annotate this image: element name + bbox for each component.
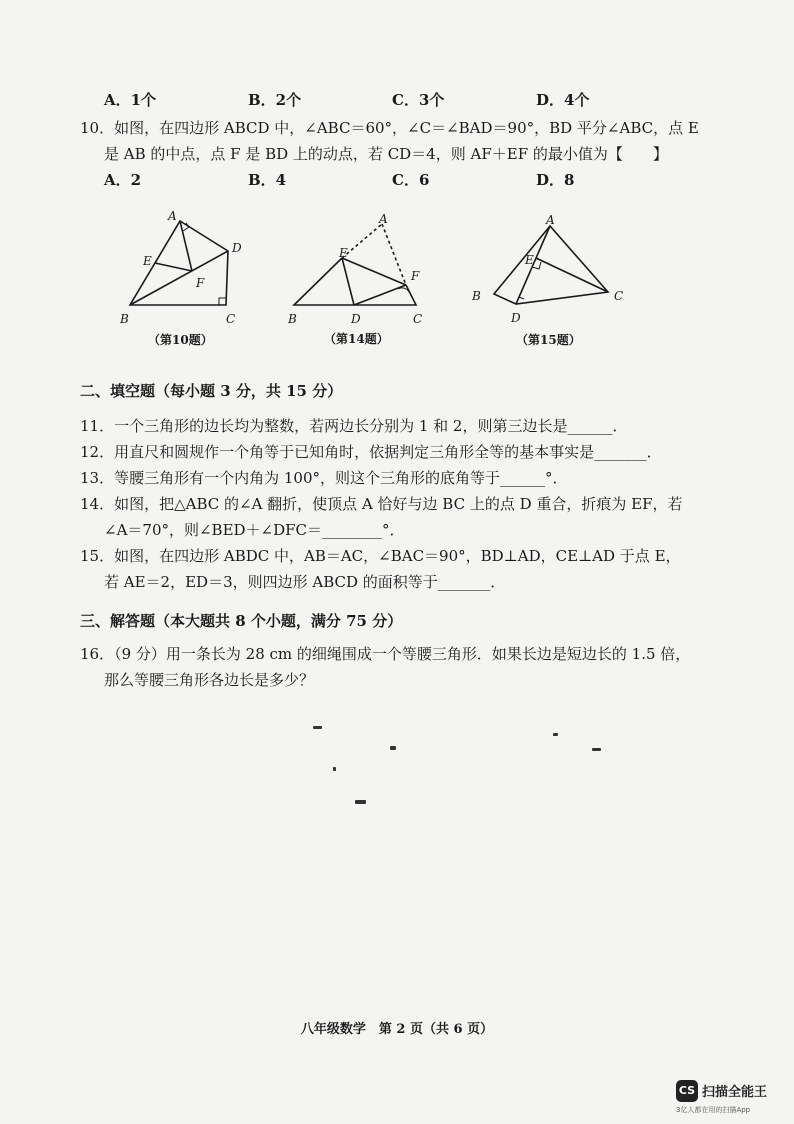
figure-10-caption: （第10题） [148,333,213,347]
fig10-right-angle-c [219,298,226,305]
figure-14-caption: （第14题） [324,332,389,346]
fig10-label-f: F [196,276,205,290]
fig10-label-b: B [120,312,129,326]
fig10-label-e: E [143,254,152,268]
watermark-title: 扫描全能王 [702,1085,768,1100]
q15-line2: 若 AE＝2，ED＝3，则四边形 ABCD 的面积等于_______． [104,573,506,591]
fig14-label-a: A [379,212,388,226]
fig10-label-d: D [232,241,242,255]
q10-option-a: A．2 [104,171,142,189]
q14-line1: 14．如图，把△ABC 的∠A 翻折，使顶点 A 恰好与边 BC 上的点 D 重合，折痕为 EF，若 [80,495,683,513]
fig10-segment-ef [155,263,192,271]
figure-15 [466,212,636,330]
q9-option-b: B．2个 [248,91,302,109]
fig15-label-b: B [472,289,481,303]
figure-10 [110,205,250,330]
q16-line1: 16．（9 分）用一条长为 28 cm 的细绳围成一个等腰三角形．如果长边是短边长的 1.5 倍， [80,645,691,663]
fig15-label-a: A [546,213,555,227]
scan-speck [390,746,396,750]
q15-line1: 15．如图，在四边形 ABDC 中，AB＝AC，∠BAC＝90°，BD⊥AD，CE⊥AD 于点 E， [80,547,681,565]
scan-speck [333,767,336,771]
q9-option-d: D．4个 [536,91,590,109]
fig15-segment-ce [536,258,608,292]
fig14-label-c: C [413,312,423,326]
camscanner-logo-icon: CS [676,1080,698,1102]
q10-option-c: C．6 [392,171,430,189]
fig14-label-b: B [288,312,297,326]
watermark-subtitle: 3亿人都在用的扫描App [676,1106,751,1114]
fig14-label-e: E [339,246,348,260]
q10-option-d: D．8 [536,171,575,189]
q16-line2: 那么等腰三角形各边长是多少？ [104,671,315,689]
fig15-label-c: C [614,289,624,303]
fig14-fold-line-ef [342,258,406,285]
q12: 12．用直尺和圆规作一个角等于已知角时，依据判定三角形全等的基本事实是_______． [80,443,662,461]
figure-14 [282,212,432,330]
section-3-heading: 三、解答题（本大题共 8 个小题，满分 75 分） [80,612,403,630]
scan-speck [553,733,558,736]
page-footer: 八年级数学 第 2 页（共 6 页） [300,1022,494,1037]
q13: 13．等腰三角形有一个内角为 100°，则这个三角形的底角等于______°． [80,469,568,487]
fig10-label-c: C [226,312,236,326]
scan-speck [313,726,322,729]
section-2-heading: 二、填空题（每小题 3 分，共 15 分） [80,382,343,400]
q10-option-b: B．4 [248,171,287,189]
figure-15-caption: （第15题） [516,333,581,347]
fig14-dashed-ea [342,224,382,258]
q9-option-a: A．1个 [104,91,157,109]
scanner-watermark [676,1080,784,1118]
scan-speck [355,800,366,804]
fig15-label-d: D [511,311,521,325]
scan-speck [592,748,601,751]
q11: 11．一个三角形的边长均为整数，若两边长分别为 1 和 2，则第三边长是______． [80,417,628,435]
fig15-label-e: E [525,253,534,267]
fig14-label-f: F [411,269,420,283]
q10-line1: 10．如图，在四边形 ABCD 中，∠ABC＝60°，∠C＝∠BAD＝90°，BD 平分∠ABC，点 E [80,119,699,137]
fig14-segment-fd [354,285,406,305]
q14-line2: ∠A＝70°，则∠BED＋∠DFC＝________°． [104,521,405,539]
q10-line2: 是 AB 的中点，点 F 是 BD 上的动点，若 CD＝4，则 AF＋EF 的最小值为【 】 [104,145,668,163]
fig10-label-a: A [168,209,177,223]
fig14-segment-ed [342,258,354,305]
fig14-label-d: D [351,312,361,326]
fig15-right-angle-d [519,297,524,299]
q9-option-c: C．3个 [392,91,445,109]
